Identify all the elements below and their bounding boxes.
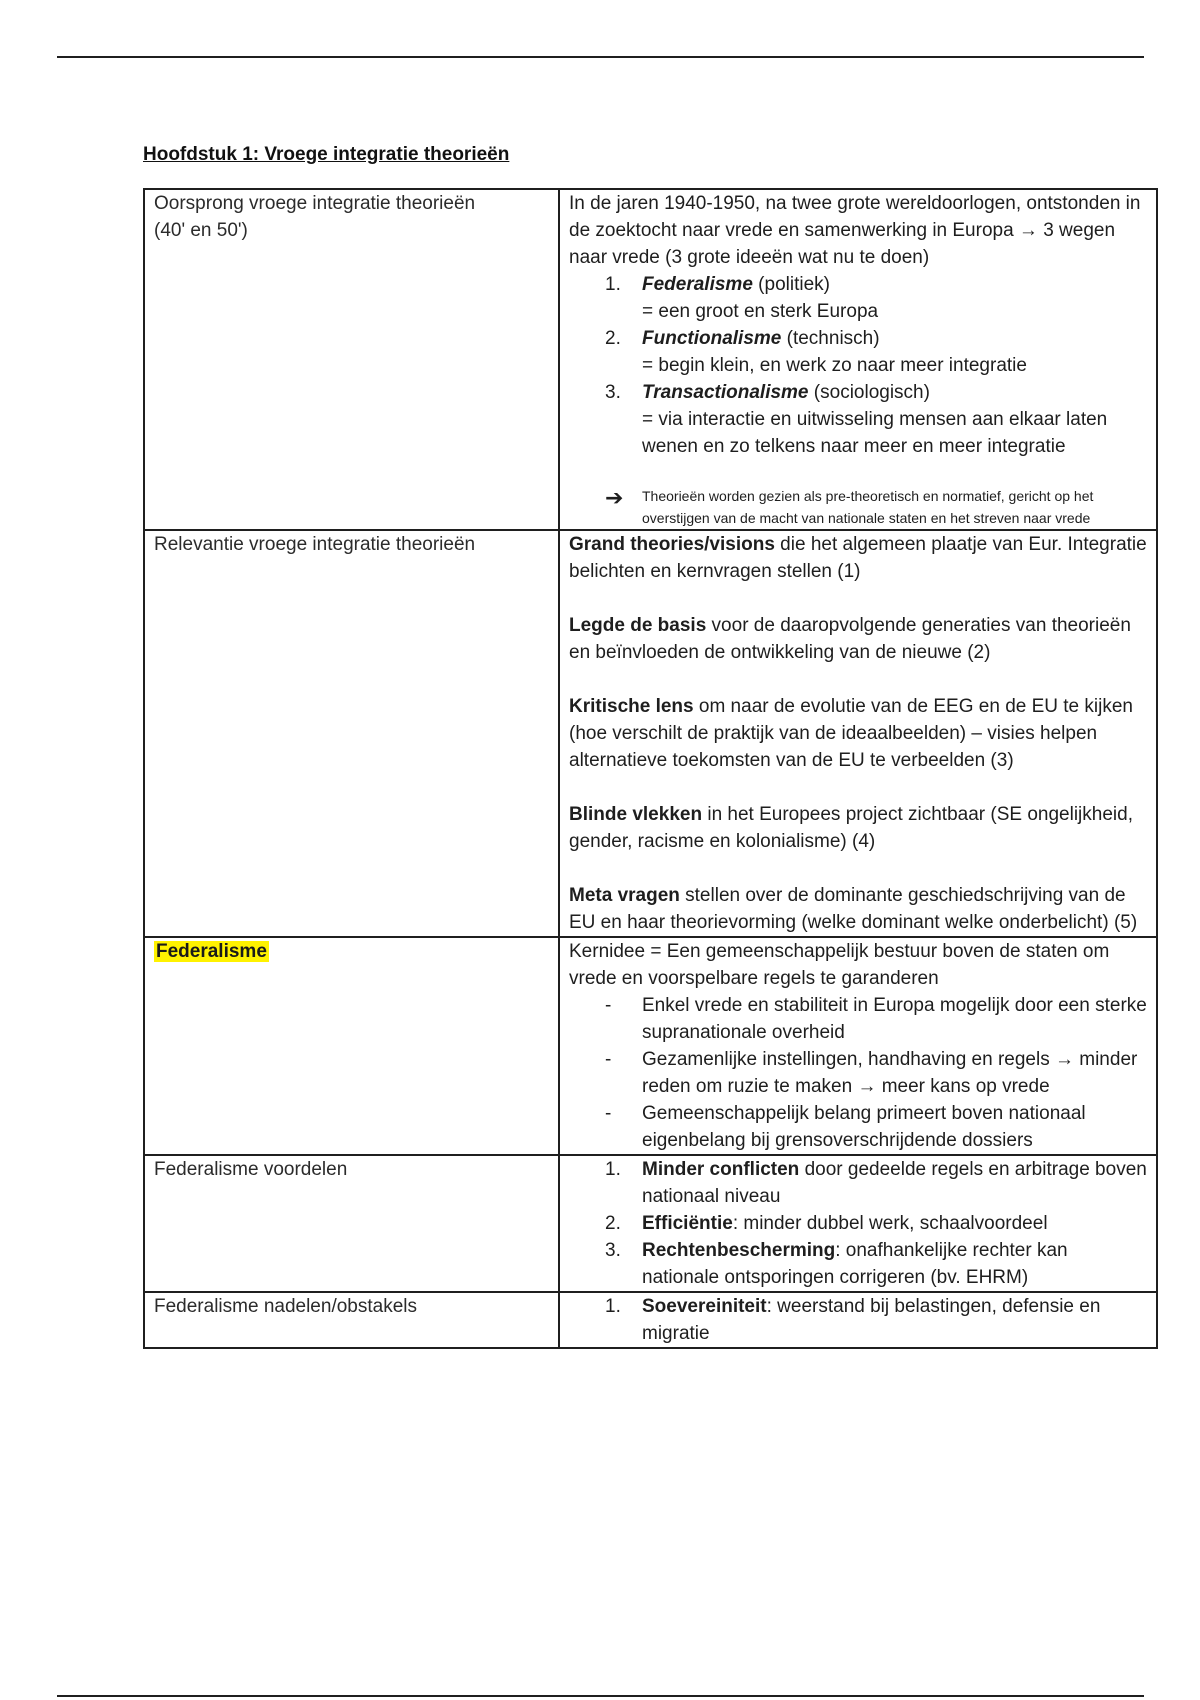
bullet-text: Gezamenlijke instellingen, handhaving en regels → minder reden om ruzie te maken → meer kans op vrede (642, 1049, 1138, 1097)
list-number: 3. (605, 382, 621, 403)
table-row-voordelen (144, 1155, 1157, 1292)
note-text: Theorieën worden gezien als pre-theoretisch en normatief, gericht op het overstijgen van de macht van nationale staten en het streven naar vrede (642, 488, 1094, 526)
paragraph-text: om naar de evolutie van de EEG en de EU te kijken (hoe verschilt de praktijk van de ideaalbeelden) – visies helpen alternatieve toekomsten van de EU te verbeelden (3) (569, 696, 1133, 771)
kernidee-text: Kernidee = Een gemeenschappelijk bestuur boven de staten om vrede en voorspelbare regels te garanderen (569, 941, 1110, 989)
row-content-cell (559, 1155, 1157, 1292)
ways-to-peace-list (569, 271, 1147, 460)
bullet-list (569, 992, 1147, 1154)
table-row-federalisme (144, 937, 1157, 1155)
keyword: Blinde vlekken (569, 804, 703, 825)
theory-term: Functionalisme (642, 328, 782, 349)
paragraph (569, 882, 1147, 936)
theory-definition: = een groot en sterk Europa (642, 301, 879, 322)
row-content-cell (559, 937, 1157, 1155)
list-item (569, 379, 1147, 460)
paragraph (569, 531, 1147, 585)
row-label-cell (144, 189, 559, 530)
row-content-cell (559, 189, 1157, 530)
table-row-oorsprong (144, 189, 1157, 530)
list-item (569, 1100, 1147, 1154)
keyword: Kritische lens (569, 696, 694, 717)
notes-table (143, 188, 1158, 1349)
theory-term: Federalisme (642, 274, 753, 295)
bullet-text: Enkel vrede en stabiliteit in Europa mogelijk door een sterke supranationale overheid (642, 995, 1147, 1043)
list-number: 3. (605, 1240, 621, 1261)
list-number: 2. (605, 1213, 621, 1234)
keyword: Soevereiniteit (642, 1296, 767, 1317)
paragraph-text: voor de daaropvolgende generaties van theorieën en beïnvloeden de ontwikkeling van de nieuwe (2) (569, 615, 1131, 663)
theory-tag: (sociologisch) (808, 382, 930, 403)
header-rule (57, 56, 1144, 58)
list-number: 1. (605, 1296, 621, 1317)
list-item (569, 271, 1147, 325)
paragraph-text: stellen over de dominante geschiedschrijving van de EU en haar theorievorming (welke dominant welke onderbelicht) (5) (569, 885, 1138, 933)
keyword: Rechtenbescherming (642, 1240, 836, 1261)
keyword: Minder conflicten (642, 1159, 800, 1180)
keyword: Legde de basis (569, 615, 707, 636)
list-item (569, 1210, 1147, 1237)
arrow-right-icon: ➔ (605, 485, 624, 510)
row-content-cell (559, 530, 1157, 937)
theory-definition: = via interactie en uitwisseling mensen aan elkaar laten wenen en zo telkens naar meer en meer integratie (642, 409, 1108, 457)
item-text: door gedeelde regels en arbitrage boven nationaal niveau (642, 1159, 1147, 1207)
keyword: Efficiëntie (642, 1213, 733, 1234)
obstacles-list (569, 1293, 1147, 1347)
paragraph-text: in het Europees project zichtbaar (SE ongelijkheid, gender, racisme en kolonialisme) (4) (569, 804, 1133, 852)
page-title: Hoofdstuk 1: Vroege integratie theorieën (143, 144, 510, 165)
bullet-dash: - (605, 995, 612, 1016)
list-item (569, 992, 1147, 1046)
item-text: : minder dubbel werk, schaalvoordeel (732, 1213, 1048, 1234)
row-label: Relevantie vroege integratie theorieën (154, 534, 476, 555)
list-item (569, 325, 1147, 379)
list-number: 1. (605, 274, 621, 295)
paragraph (569, 693, 1147, 774)
highlighted-label: Federalisme (156, 941, 267, 962)
theory-tag: (politiek) (752, 274, 830, 295)
row-label: Federalisme voordelen (154, 1159, 348, 1180)
row-label-cell (144, 1292, 559, 1348)
row-label: Oorsprong vroege integratie theorieën (154, 193, 476, 214)
row-content-cell (559, 1292, 1157, 1348)
row-label-period: (40' en 50') (154, 220, 248, 241)
list-item (569, 1293, 1147, 1347)
bullet-text: Gemeenschappelijk belang primeert boven nationaal eigenbelang bij grensoverschrijdende dossiers (642, 1103, 1086, 1151)
footer-rule (57, 1695, 1144, 1697)
theory-tag: (technisch) (781, 328, 880, 349)
list-item (569, 1156, 1147, 1210)
paragraph (569, 612, 1147, 666)
advantages-list (569, 1156, 1147, 1291)
conclusion-note (569, 486, 1147, 529)
bullet-dash: - (605, 1103, 612, 1124)
keyword: Grand theories/visions (569, 534, 775, 555)
paragraph (569, 801, 1147, 855)
table-row-nadelen (144, 1292, 1157, 1348)
list-item (569, 1237, 1147, 1291)
row-label: Federalisme nadelen/obstakels (154, 1296, 417, 1317)
table-row-relevantie (144, 530, 1157, 937)
list-number: 2. (605, 328, 621, 349)
theory-definition: = begin klein, en werk zo naar meer integratie (642, 355, 1027, 376)
bullet-dash: - (605, 1049, 612, 1070)
theory-term: Transactionalisme (642, 382, 809, 403)
row-label-cell (144, 937, 559, 1155)
item-text: : onafhankelijke rechter kan nationale ontsporingen corrigeren (bv. EHRM) (642, 1240, 1068, 1288)
row-label-cell (144, 530, 559, 937)
list-item (569, 1046, 1147, 1100)
row-label-cell (144, 1155, 559, 1292)
paragraph-text: die het algemeen plaatje van Eur. Integratie belichten en kernvragen stellen (1) (569, 534, 1147, 582)
item-text: : weerstand bij belastingen, defensie en migratie (642, 1296, 1101, 1344)
intro-text: In de jaren 1940-1950, na twee grote wereldoorlogen, ontstonden in de zoektocht naar vrede en samenwerking in Europa → 3 wegen naar vrede (3 grote ideeën wat nu te doen) (569, 193, 1141, 268)
list-number: 1. (605, 1159, 621, 1180)
keyword: Meta vragen (569, 885, 680, 906)
